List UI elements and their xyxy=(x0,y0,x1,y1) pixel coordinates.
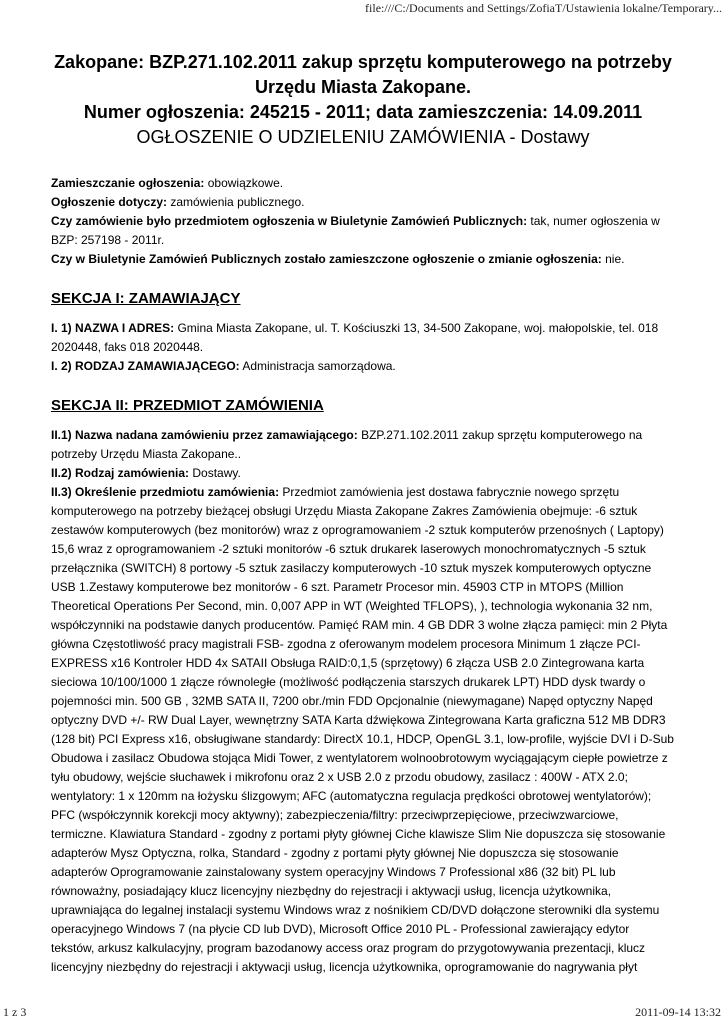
section-2-item xyxy=(51,426,675,464)
item-value: Dostawy. xyxy=(189,466,241,480)
title-block xyxy=(51,50,675,150)
intro-item xyxy=(51,212,675,250)
title-line-2: Urzędu Miasta Zakopane. xyxy=(254,77,472,97)
intro-block xyxy=(51,174,675,269)
intro-label: Zamieszczanie ogłoszenia: xyxy=(51,176,205,190)
intro-item xyxy=(51,193,675,212)
title-line-3: Numer ogłoszenia: 245215 - 2011; data zamieszczenia: 14.09.2011 xyxy=(83,102,643,122)
item-value: Gmina Miasta Zakopane, ul. T. Kościuszki 13, 34-500 Zakopane, woj. małopolskie, tel. 018 2020448, faks 018 2020448. xyxy=(51,321,659,354)
item-value: Przedmiot zamówienia jest dostawa fabrycznie nowego sprzętu komputerowego na potrzeby bieżącej obsługi Urzędu Miasta Zakopane Zakres Zamówienia obejmuje: -6 sztuk zestawów komputerowych (bez monitorów) wraz z oprogramowaniem -2 sztuk komputerów przenośnych ( Laptopy) 15,6 wraz z oprogramowaniem -2 sztuki monitorów -6 sztuk drukarek laserowych monochromatycznych -5 sztuk przełącznika (SWITCH) 8 portowy -5 sztuk zasilaczy komputerowych -10 sztuk myszek komputerowych optyczne USB 1.Zestawy komputerowe bez monitorów - 6 szt. Parametr Procesor min. 45903 CTP in MTOPS (Million Theoretical Operations Per Second, min. 0,007 APP in WT (Weighted TFLOPS), ), technologia wykonania 32 nm, współczynniki na podstawie danych producentów. Pamięć RAM min. 4 GB DDR 3 wolne złącza pamięci: min 2 Płyta główna Częstotliwość pracy magistrali FSB- zgodna z oferowanym modelem procesora Minimum 1 złącze PCI-EXPRESS x16 Kontroler HDD 4x SATAII Obsługa RAID:0,1,5 (sprzętowy) 6 złącza USB 2.0 Zintegrowana karta sieciowa 10/100/1000 1 złącze równoległe (możliwość podłączenia starszych drukarek LPT) HDD dysk twardy o pojemności min. 500 GB , 32MB SATA II, 7200 obr./min FDD Opcjonalnie (niewymagane) Napęd optyczny Napęd optyczny DVD +/- RW Dual Layer, wewnętrzny SATA Karta dźwiękowa Zintegrowana Karta graficzna 512 MB DDR3 (128 bit) PCI Express x16, obsługiwane standardy: DirectX 10.1, HDCP, OpenGL 3.1, low-profile, wyjście DVI i D-Sub Obudowa i zasilacz Obudowa stojąca Midi Tower, z wentylatorem wolnoobrotowym wyciągającym ciepłe powietrze z tyłu obudowy, wejście słuchawek i mikrofonu oraz 2 x USB 2.0 z przodu obudowy, zasilacz : 400W - ATX 2.0; wentylatory: 1 x 120mm na łożysku ślizgowym; AFC (automatyczna regulacja prędkości obrotowej wentylatorów); PFC (współczynnik korekcji mocy aktywny); zabezpieczenia/filtry: przeciwprzepięciowe, przeciwzwarciowe, termiczne. Klawiatura Standard - zgodny z portami płyty głównej Ciche klawisze Slim Nie dopuszcza się stosowanie adapterów Mysz Optyczna, rolka, Standard - zgodny z portami płyty głównej Nie dopuszcza się stosowanie adapterów Oprogramowanie zainstalowany system operacyjny Windows 7 Professional x86 (32 bit) PL lub równoważny, posiadający klucz licencyjny niezbędny do rejestracji i aktywacji usług, licencja użytkownika, uprawniająca do legalnej instalacji systemu Windows wraz z nośnikiem CD/DVD dołączone sterowniki dla systemu operacyjnego Windows 7 (na płycie CD lub DVD), Microsoft Office 2010 PL - Professional zawierający edytor tekstów, arkusz kalkulacyjny, program bazodanowy access oraz program do przygotowywania prezentacji, klucz licencyjny niezbędny do rejestracji i aktywacji usług, licencja użytkownika, oprogramowanie do nagrywania płyt xyxy=(51,485,674,974)
item-label: II.3) Określenie przedmiotu zamówienia: xyxy=(51,485,280,499)
section-1-item xyxy=(51,319,675,357)
print-datetime: 2011-09-14 13:32 xyxy=(635,1005,721,1019)
item-label: I. 2) RODZAJ ZAMAWIAJĄCEGO: xyxy=(51,359,240,373)
section-1-body xyxy=(51,319,675,376)
section-2-heading: SEKCJA II: PRZEDMIOT ZAMÓWIENIA xyxy=(51,397,324,414)
item-label: I. 1) NAZWA I ADRES: xyxy=(51,321,175,335)
item-label: II.1) Nazwa nadana zamówieniu przez zamawiającego: xyxy=(51,428,358,442)
item-label: II.2) Rodzaj zamówienia: xyxy=(51,466,190,480)
title-line-1: Zakopane: BZP.271.102.2011 zakup sprzętu komputerowego na potrzeby xyxy=(54,52,672,72)
intro-value: zamówienia publicznego. xyxy=(167,195,305,209)
intro-item xyxy=(51,174,675,193)
section-2-item xyxy=(51,464,675,483)
intro-value: obowiązkowe. xyxy=(204,176,284,190)
item-value: BZP.271.102.2011 zakup sprzętu komputerowego na potrzeby Urzędu Miasta Zakopane.. xyxy=(51,428,643,461)
document-content xyxy=(51,50,675,977)
print-header-url: file:///C:/Documents and Settings/ZofiaT/Ustawienia lokalne/Temporary... xyxy=(365,1,722,15)
intro-label: Czy w Biuletynie Zamówień Publicznych zostało zamieszczone ogłoszenie o zmianie ogłoszenia: xyxy=(51,252,602,266)
intro-item xyxy=(51,250,675,269)
section-2-body xyxy=(51,426,675,977)
section-2-item xyxy=(51,483,675,977)
intro-value: nie. xyxy=(601,252,625,266)
item-value: Administracja samorządowa. xyxy=(239,359,396,373)
intro-label: Ogłoszenie dotyczy: xyxy=(51,195,168,209)
intro-value: tak, numer ogłoszenia w BZP: 257198 - 2011r. xyxy=(51,214,660,247)
page-number: 1 z 3 xyxy=(3,1005,27,1019)
section-1-item xyxy=(51,357,675,376)
announcement-type: OGŁOSZENIE O UDZIELENIU ZAMÓWIENIA - Dostawy xyxy=(136,127,590,147)
section-1-heading: SEKCJA I: ZAMAWIAJĄCY xyxy=(51,290,241,307)
intro-label: Czy zamówienie było przedmiotem ogłoszenia w Biuletynie Zamówień Publicznych: xyxy=(51,214,528,228)
